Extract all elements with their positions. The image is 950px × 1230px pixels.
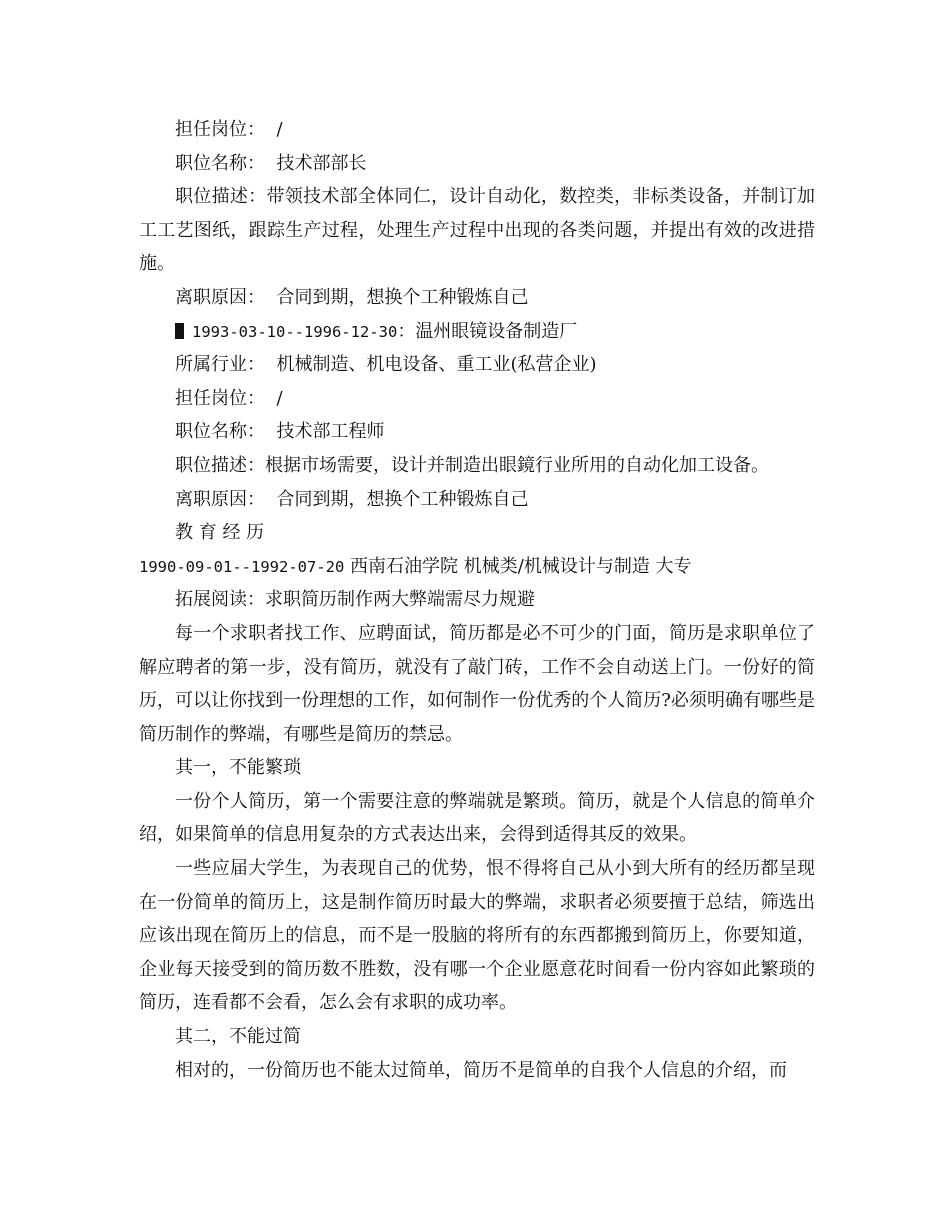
education-period: 1990-09-01--1992-07-20 [139, 557, 345, 576]
education-row [139, 550, 815, 584]
job1-position-row [139, 113, 815, 147]
job2-leave-row [139, 483, 815, 517]
document-body [139, 113, 815, 1087]
job2-header-row [139, 315, 815, 349]
job2-industry-row [139, 348, 815, 382]
job1-leave-row [139, 281, 815, 315]
article-paragraph-3: 一些应届大学生，为表现自己的优势，恨不得将自己从小到大所有的经历都呈现在一份简单的简历上，这是制作简历时最大的弊端，求职者必须要擅于总结，筛选出应该出现在简历上的信息，而不是一股脑的将所有的东西都搬到简历上，你要知道，企业每天接受到的简历数不胜数，没有哪一个企业愿意花时间看一份内容如此繁琐的简历，连看都不会看，怎么会有求职的成功率。 [139, 858, 815, 1014]
article-heading-1: 其一，不能繁琐 [175, 757, 301, 779]
job1-desc-text: 带领技术部全体同仁，设计自动化，数控类，非标类设备，并制订加工工艺图纸，跟踪生产过程，处理生产过程中出现的各类问题，并提出有效的改进措施。 [139, 186, 816, 275]
article-title: 拓展阅读：求职简历制作两大弊端需尽力规避 [175, 589, 535, 611]
job2-title-label: 职位名称： [175, 421, 265, 443]
job2-company: 温州眼镜设备制造厂 [415, 320, 578, 342]
job2-desc-label: 职位描述： [175, 454, 265, 476]
article-paragraph-4: 相对的，一份简历也不能太过简单，简历不是简单的自我个人信息的介绍，而 [175, 1059, 787, 1081]
job1-leave-label: 离职原因： [175, 286, 265, 308]
job2-title-row [139, 415, 815, 449]
article-paragraph-1: 每一个求职者找工作、应聘面试，简历都是必不可少的门面，简历是求职单位了解应聘者的第一步，没有简历，就没有了敲门砖，工作不会自动送上门。一份好的简历，可以让你找到一份理想的工作，如何制作一份优秀的个人简历?必须明确有哪些是简历制作的弊端，有哪些是简历的禁忌。 [139, 622, 815, 745]
education-detail: 西南石油学院 机械类/机械设计与制造 大专 [344, 555, 692, 577]
job2-company-sep: ： [397, 320, 416, 342]
job2-position-label: 担任岗位： [175, 387, 265, 409]
job2-period: 1993-03-10--1996-12-30 [192, 322, 398, 341]
article-heading-2: 其二，不能过简 [175, 1026, 301, 1048]
job1-position-label: 担任岗位： [175, 119, 265, 140]
job2-position-value: / [276, 387, 283, 409]
job1-title-label: 职位名称： [175, 152, 265, 174]
job2-industry-label: 所属行业： [175, 354, 265, 376]
job1-description [139, 180, 815, 281]
job2-desc-text: 根据市场需要，设计并制造出眼鏡行业所用的自动化加工设备。 [265, 454, 769, 476]
job2-title-value: 技术部工程师 [276, 421, 385, 443]
job1-leave-value: 合同到期，想换个工种锻炼自己 [276, 286, 529, 308]
job2-description [139, 449, 815, 483]
job2-industry-value: 机械制造、机电设备、重工业(私营企业) [276, 354, 597, 376]
job1-position-value: / [276, 119, 283, 140]
bullet-marker-icon [175, 323, 184, 339]
job2-leave-label: 离职原因： [175, 488, 265, 510]
job2-position-row [139, 382, 815, 416]
education-heading: 教 育 经 历 [175, 522, 265, 544]
job1-desc-label: 职位描述： [175, 186, 267, 208]
job2-leave-value: 合同到期，想换个工种锻炼自己 [276, 488, 529, 510]
article-paragraph-2: 一份个人简历，第一个需要注意的弊端就是繁琐。简历，就是个人信息的简单介绍，如果简单的信息用复杂的方式表达出来，会得到适得其反的效果。 [139, 790, 815, 846]
job1-title-value: 技术部部长 [276, 152, 367, 174]
job1-title-row [139, 147, 815, 181]
